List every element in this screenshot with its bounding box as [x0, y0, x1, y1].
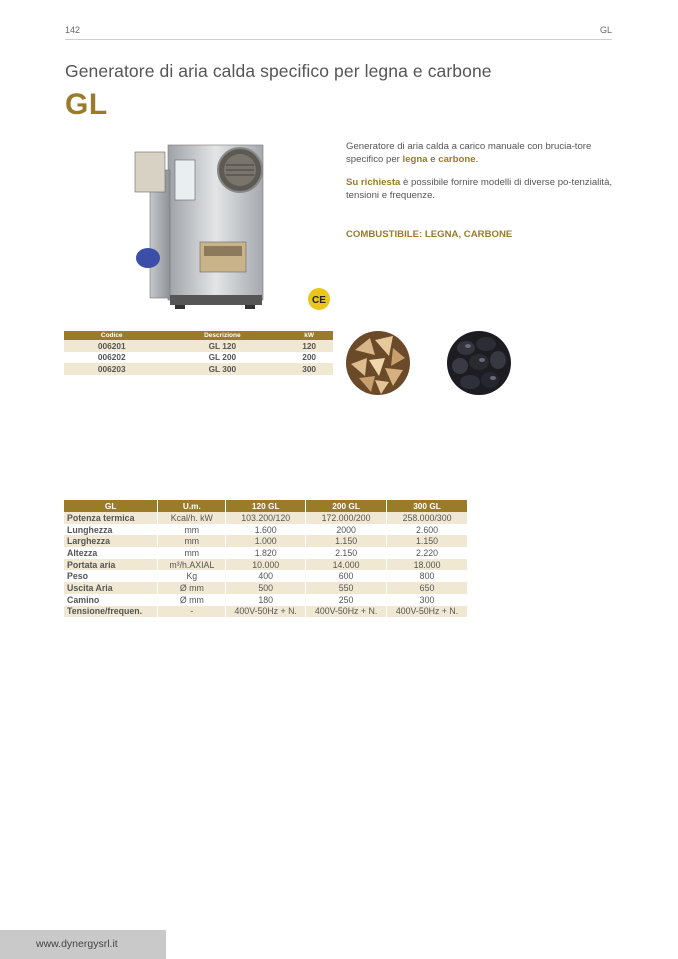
table-cell: 1.600: [226, 524, 306, 536]
table-row: [64, 512, 468, 524]
table-header-row: [64, 500, 468, 512]
heater-product-image: [130, 140, 265, 310]
coal-image: [446, 330, 512, 396]
row-label: Altezza: [64, 547, 158, 559]
page-subtitle: Generatore di aria calda specifico per legna e carbone: [65, 61, 492, 81]
table-cell: mm: [158, 547, 226, 559]
table-cell: 200: [285, 352, 333, 364]
column-header: kW: [285, 331, 333, 340]
table-row: [64, 559, 468, 571]
table-row: [64, 582, 468, 594]
table-cell: m³/h.AXIAL: [158, 559, 226, 571]
table-cell: mm: [158, 524, 226, 536]
table-cell: 2.600: [387, 524, 468, 536]
table-cell: 180: [226, 594, 306, 606]
table-cell: 300: [285, 363, 333, 375]
table-cell: mm: [158, 535, 226, 547]
row-label: Peso: [64, 570, 158, 582]
table-cell: GL 300: [159, 363, 285, 375]
table-cell: 2.150: [306, 547, 387, 559]
table-cell: -: [158, 606, 226, 618]
table-cell: 300: [387, 594, 468, 606]
table-cell: 500: [226, 582, 306, 594]
table-cell: 1.150: [387, 535, 468, 547]
table-cell: 14.000: [306, 559, 387, 571]
table-cell: 250: [306, 594, 387, 606]
table-cell: Kg: [158, 570, 226, 582]
column-header: GL: [64, 500, 158, 512]
table-cell: 650: [387, 582, 468, 594]
table-cell: 400V-50Hz + N.: [306, 606, 387, 618]
table-cell: 006203: [64, 363, 159, 375]
column-header: Descrizione: [159, 331, 285, 340]
table-cell: 10.000: [226, 559, 306, 571]
table-row: [64, 570, 468, 582]
table-row: [64, 524, 468, 536]
fuel-label: COMBUSTIBILE: LEGNA, CARBONE: [346, 229, 513, 240]
description-paragraph-1: Generatore di aria calda a carico manuale con brucia-tore specifico per legna e carbone.: [346, 141, 592, 165]
table-cell: Ø mm: [158, 594, 226, 606]
table-row: [64, 594, 468, 606]
table-cell: 550: [306, 582, 387, 594]
column-header: 300 GL: [387, 500, 468, 512]
table-cell: 1.150: [306, 535, 387, 547]
table-cell: 103.200/120: [226, 512, 306, 524]
table-cell: 1.000: [226, 535, 306, 547]
table-header-row: [64, 331, 333, 340]
column-header: Codice: [64, 331, 159, 340]
table-cell: GL 120: [159, 340, 285, 352]
row-label: Uscita Aria: [64, 582, 158, 594]
website-link[interactable]: www.dynergysrl.it: [36, 938, 118, 950]
technical-spec-table: [64, 500, 468, 617]
table-cell: 2000: [306, 524, 387, 536]
table-row: [64, 547, 468, 559]
table-row: [64, 340, 333, 352]
table-cell: 18.000: [387, 559, 468, 571]
header-divider: [65, 39, 612, 40]
table-cell: 800: [387, 570, 468, 582]
table-cell: 400: [226, 570, 306, 582]
column-header: U.m.: [158, 500, 226, 512]
product-codes-table: [64, 331, 333, 375]
table-cell: 600: [306, 570, 387, 582]
table-cell: Kcal/h. kW: [158, 512, 226, 524]
section-tag: GL: [599, 25, 612, 35]
row-label: Portata aria: [64, 559, 158, 571]
table-row: [64, 363, 333, 375]
column-header: 200 GL: [306, 500, 387, 512]
model-title: GL: [65, 88, 108, 121]
page-number: 142: [65, 25, 81, 35]
table-row: [64, 352, 333, 364]
description-paragraph-2: Su richiesta è possibile fornire modelli di diverse po-tenzialità, tensioni e frequenze.: [346, 177, 613, 201]
table-row: [64, 535, 468, 547]
table-cell: 400V-50Hz + N.: [387, 606, 468, 618]
table-cell: 2.220: [387, 547, 468, 559]
ce-mark-icon: [307, 287, 331, 311]
table-cell: Ø mm: [158, 582, 226, 594]
row-label: Lunghezza: [64, 524, 158, 536]
footer-bar: [0, 930, 166, 959]
table-cell: GL 200: [159, 352, 285, 364]
firewood-image: [345, 330, 411, 396]
table-cell: 1.820: [226, 547, 306, 559]
column-header: 120 GL: [226, 500, 306, 512]
product-description: [346, 141, 616, 213]
table-cell: 006201: [64, 340, 159, 352]
table-cell: 172.000/200: [306, 512, 387, 524]
table-cell: 258.000/300: [387, 512, 468, 524]
row-label: Potenza termica: [64, 512, 158, 524]
table-cell: 400V-50Hz + N.: [226, 606, 306, 618]
row-label: Camino: [64, 594, 158, 606]
row-label: Tensione/frequen.: [64, 606, 158, 618]
table-cell: 120: [285, 340, 333, 352]
row-label: Larghezza: [64, 535, 158, 547]
svg-text:CE: CE: [312, 295, 326, 306]
table-cell: 006202: [64, 352, 159, 364]
table-row: [64, 606, 468, 618]
